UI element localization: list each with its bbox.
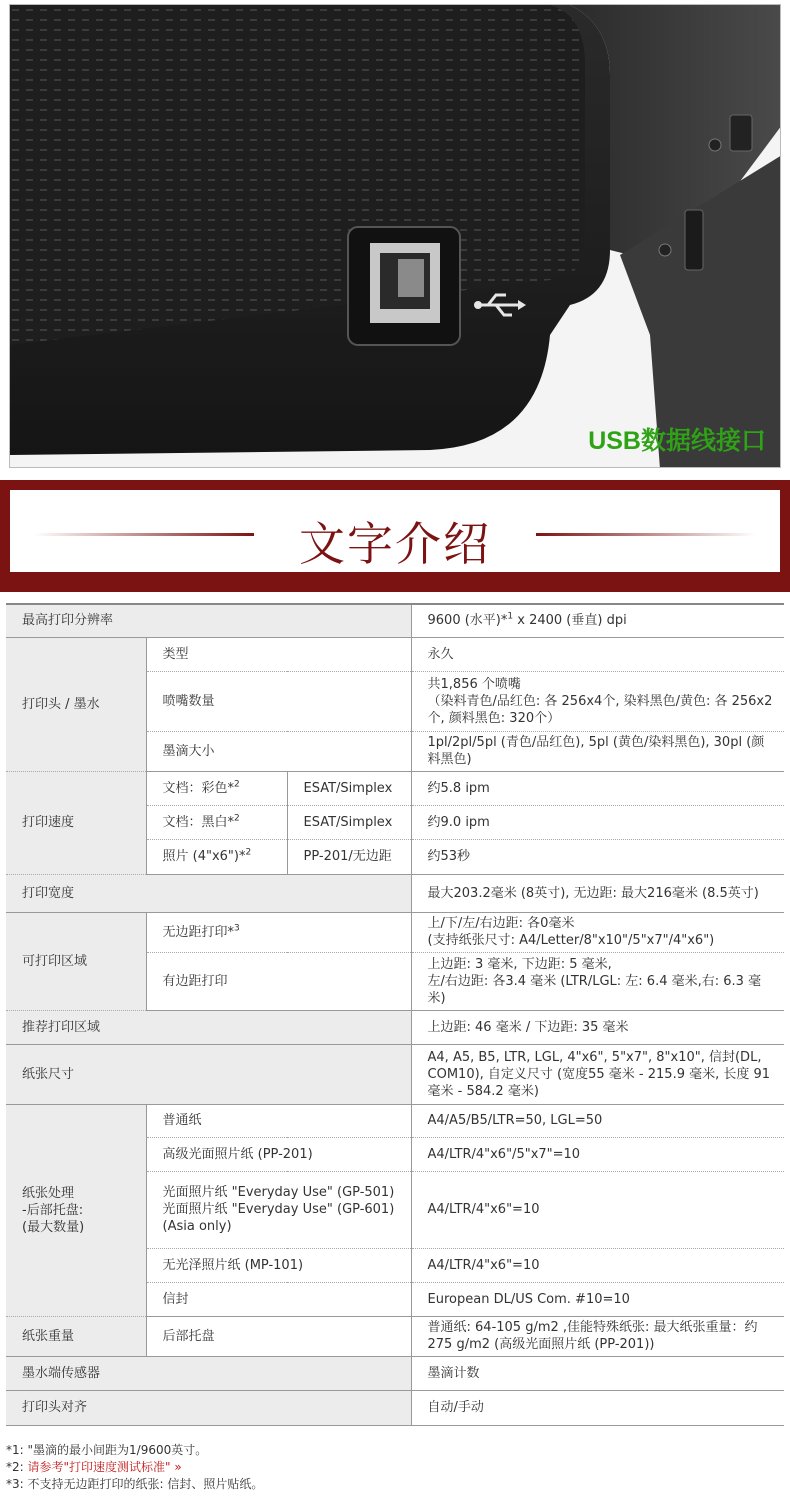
spec-sublabel: 墨滴大小 [146,731,411,771]
spec-value: 上边距: 46 毫米 / 下边距: 35 毫米 [411,1010,784,1044]
spec-label: 纸张尺寸 [6,1044,411,1104]
spec-value: 1pl/2pl/5pl (青色/品红色), 5pl (黄色/染料黑色), 30pl (颜料黑色) [411,731,784,771]
spec-value: A4/LTR/4"x6"=10 [411,1248,784,1282]
spec-label: 最高打印分辨率 [6,604,411,637]
spec-label: 推荐打印区域 [6,1010,411,1044]
spec-mode: PP-201/无边距 [287,839,411,874]
footnote-3: *3: 不支持无边距打印的纸张: 信封、照片贴纸。 [6,1477,264,1491]
table-row [6,771,784,805]
spec-sublabel: 照片 (4"x6")*$^2$ [146,839,287,874]
spec-sublabel: 文档：彩色*$^2$ [146,771,287,805]
speed-standard-link[interactable]: 请参考"打印速度测试标准" » [27,1460,182,1474]
table-row [6,1010,784,1044]
footnote-2: *2: 请参考"打印速度测试标准" » [6,1460,182,1474]
spec-value: European DL/US Com. #10=10 [411,1282,784,1316]
spec-value: 约53秒 [411,839,784,874]
section-title: 文字介绍 [299,517,491,571]
spec-value: 上/下/左/右边距: 各0毫米 (支持纸张尺寸: A4/Letter/8"x10"/5"x7"/4"x6") [411,912,784,952]
table-row [6,1044,784,1104]
footnotes [6,1442,263,1493]
spec-value: A4, A5, B5, LTR, LGL, 4"x6", 5"x7", 8"x10", 信封(DL, COM10), 自定义尺寸 (宽度55 毫米 - 215.9 毫米, 长度 91 毫米 - 584.2 毫米) [411,1044,784,1104]
table-row [6,1356,784,1390]
spec-label: 墨水端传感器 [6,1356,411,1390]
spec-label: 可打印区域 [6,912,146,1010]
spec-label: 纸张处理 -后部托盘: (最大数量) [6,1104,146,1316]
spec-sublabel: 后部托盘 [146,1316,411,1356]
spec-value: 约5.8 ipm [411,771,784,805]
printer-usb-port-image [10,5,781,468]
spec-label: 纸张重量 [6,1316,146,1356]
spec-mode: ESAT/Simplex [287,771,411,805]
table-row [6,1390,784,1425]
spec-sublabel: 喷嘴数量 [146,671,411,731]
spec-label: 打印头 / 墨水 [6,637,146,771]
table-row [6,637,784,671]
footnote-1: *1: "墨滴的最小间距为1/9600英寸。 [6,1443,208,1457]
spec-table [6,603,784,1426]
table-row [6,1104,784,1137]
spec-sublabel: 光面照片纸 "Everyday Use" (GP-501) 光面照片纸 "Everyday Use" (GP-601) (Asia only) [146,1171,411,1248]
section-banner [0,480,790,592]
spec-sublabel: 普通纸 [146,1104,411,1137]
spec-sublabel: 高级光面照片纸 (PP-201) [146,1137,411,1171]
spec-sublabel: 类型 [146,637,411,671]
spec-value: 墨滴计数 [411,1356,784,1390]
spec-label: 打印宽度 [6,874,411,912]
spec-sublabel: 有边距打印 [146,952,411,1010]
table-row [6,1316,784,1356]
table-row [6,912,784,952]
spec-value: 自动/手动 [411,1390,784,1425]
spec-value: 9600 (水平)*$^1$ x 2400 (垂直) dpi [411,604,784,637]
table-row [6,604,784,637]
spec-sublabel: 无光泽照片纸 (MP-101) [146,1248,411,1282]
spec-value: 共1,856 个喷嘴 （染料青色/品红色: 各 256x4个, 染料黑色/黄色: 各 256x2个, 颜料黑色: 320个） [411,671,784,731]
table-row [6,874,784,912]
spec-sublabel: 信封 [146,1282,411,1316]
spec-value: 普通纸: 64-105 g/m2 ,佳能特殊纸张: 最大纸张重量：约275 g/m2 (高级光面照片纸 (PP-201)) [411,1316,784,1356]
spec-mode: ESAT/Simplex [287,805,411,839]
spec-value: 最大203.2毫米 (8英寸), 无边距: 最大216毫米 (8.5英寸) [411,874,784,912]
spec-value: 约9.0 ipm [411,805,784,839]
spec-value: 上边距: 3 毫米, 下边距: 5 毫米, 左/右边距: 各3.4 毫米 (LTR/LGL: 左: 6.4 毫米,右: 6.3 毫米) [411,952,784,1010]
spec-label: 打印头对齐 [6,1390,411,1425]
usb-caption: USB数据线接口 [588,427,766,455]
spec-label: 打印速度 [6,771,146,874]
spec-value: A4/LTR/4"x6"=10 [411,1171,784,1248]
spec-sublabel: 无边距打印*$^3$ [146,912,411,952]
spec-value: A4/A5/B5/LTR=50, LGL=50 [411,1104,784,1137]
spec-value: A4/LTR/4"x6"/5"x7"=10 [411,1137,784,1171]
spec-sublabel: 文档：黑白*$^2$ [146,805,287,839]
spec-value: 永久 [411,637,784,671]
product-photo [9,4,781,468]
